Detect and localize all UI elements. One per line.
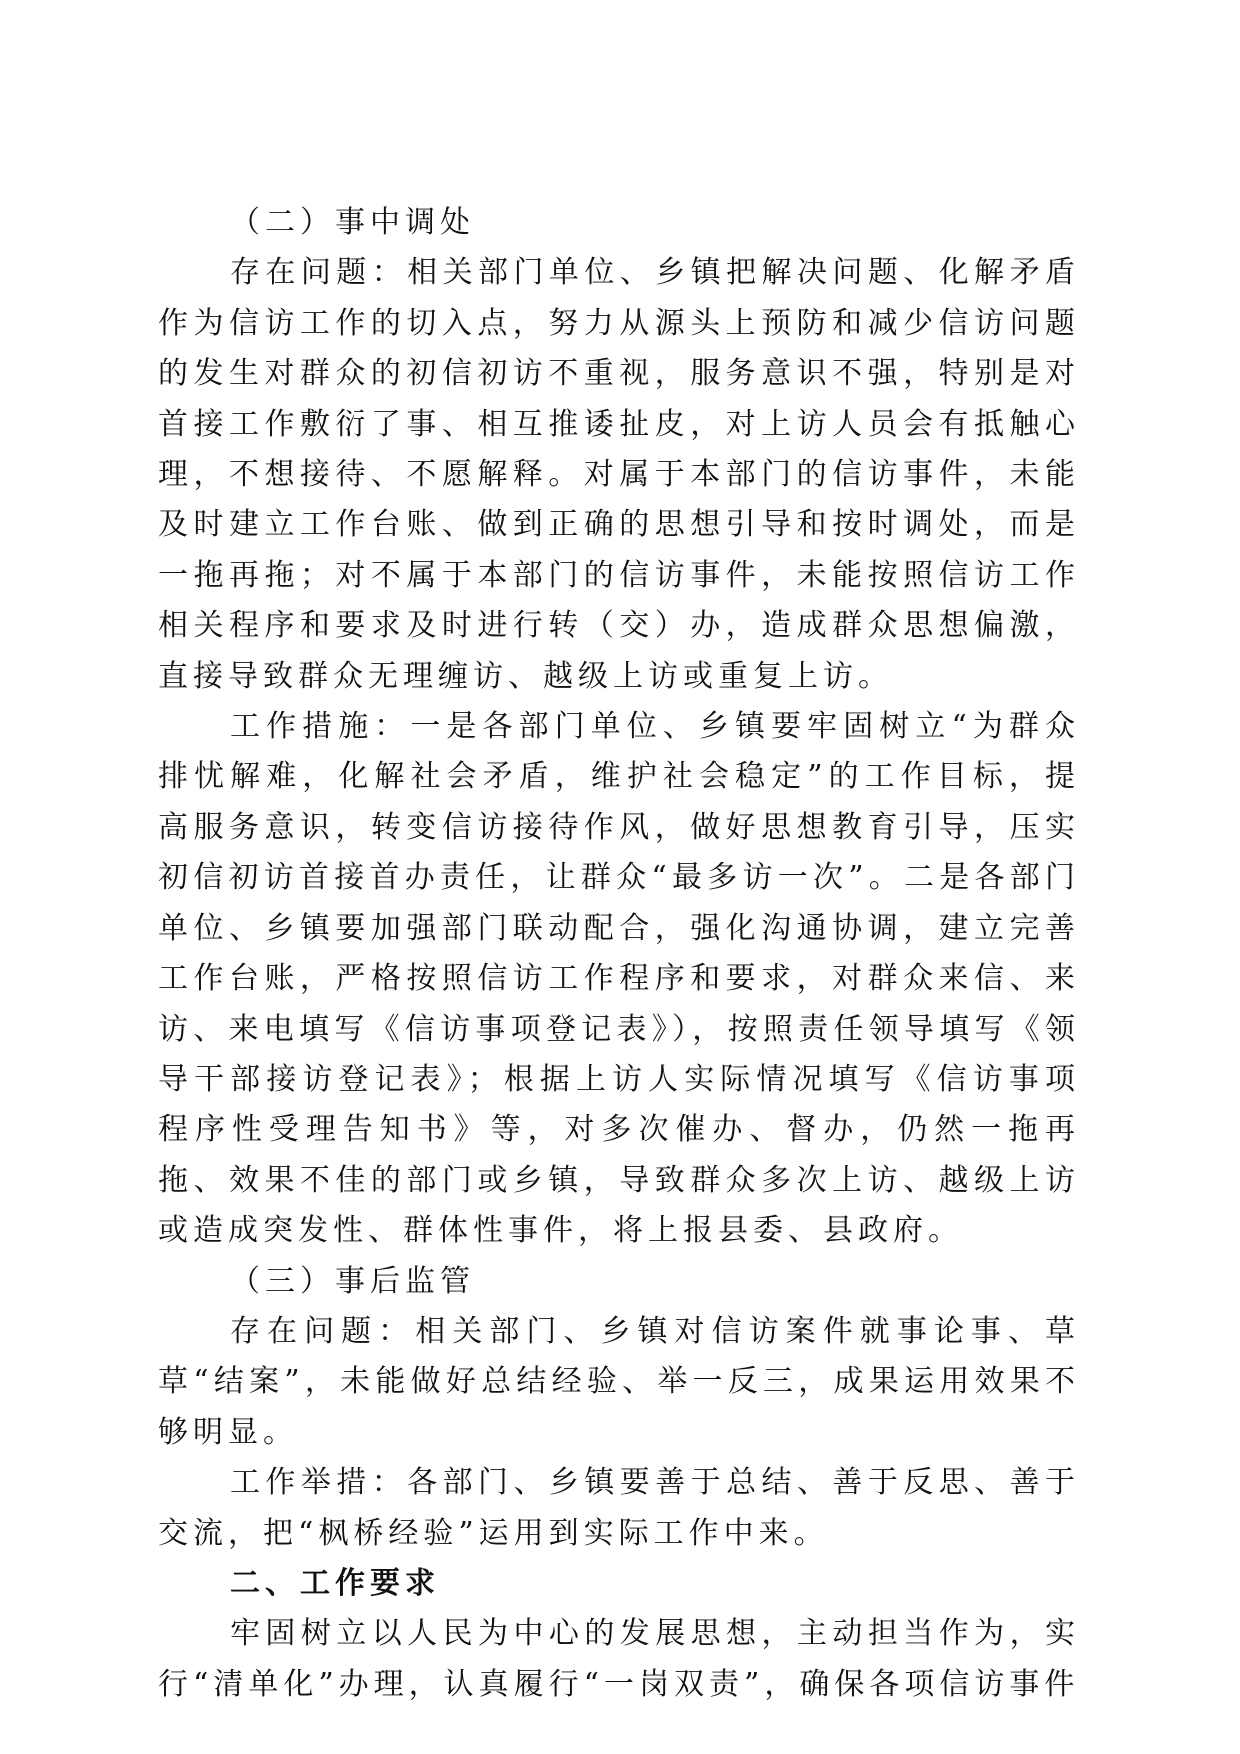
paragraph-requirements: 牢固树立以人民为中心的发展思想，主动担当作为，实行“清单化”办理，认真履行“一岗双责”，确保各项信访事件 xyxy=(158,1616,1080,1702)
paragraph-after-measures: 工作举措：各部门、乡镇要善于总结、善于反思、善于交流，把“枫桥经验”运用到实际工作中来。 xyxy=(158,1465,1080,1551)
document-page xyxy=(158,198,1080,1710)
paragraph-during-measures: 工作措施：一是各部门单位、乡镇要牢固树立“为群众排忧解难，化解社会矛盾，维护社会稳定”的工作目标，提高服务意识，转变信访接待作风，做好思想教育引导，压实初信初访首接首办责任，让群众“最多访一次”。二是各部门单位、乡镇要加强部门联动配合，强化沟通协调，建立完善工作台账，严格按照信访工作程序和要求，对群众来信、来访、来电填写《信访事项登记表》），按照责任领导填写《领导干部接访登记表》；根据上访人实际情况填写《信访事项程序性受理告知书》等，对多次催办、督办，仍然一拖再拖、效果不佳的部门或乡镇，导致群众多次上访、越级上访或造成突发性、群体性事件，将上报县委、县政府。 xyxy=(158,709,1080,1249)
section-heading-during: （二）事中调处 xyxy=(230,205,475,240)
section-heading-requirements: 二、工作要求 xyxy=(230,1565,440,1601)
paragraph-during-problems: 存在问题：相关部门单位、乡镇把解决问题、化解矛盾作为信访工作的切入点，努力从源头上预防和减少信访问题的发生对群众的初信初访不重视，服务意识不强，特别是对首接工作敷衍了事、相互推诿扯皮，对上访人员会有抵触心理，不想接待、不愿解释。对属于本部门的信访事件，未能及时建立工作台账、做到正确的思想引导和按时调处，而是一拖再拖；对不属于本部门的信访事件，未能按照信访工作相关程序和要求及时进行转（交）办，造成群众思想偏激，直接导致群众无理缠访、越级上访或重复上访。 xyxy=(158,255,1080,694)
paragraph-after-problems: 存在问题：相关部门、乡镇对信访案件就事论事、草草“结案”，未能做好总结经验、举一反三，成果运用效果不够明显。 xyxy=(158,1313,1080,1450)
section-heading-after: （三）事后监管 xyxy=(230,1263,475,1299)
